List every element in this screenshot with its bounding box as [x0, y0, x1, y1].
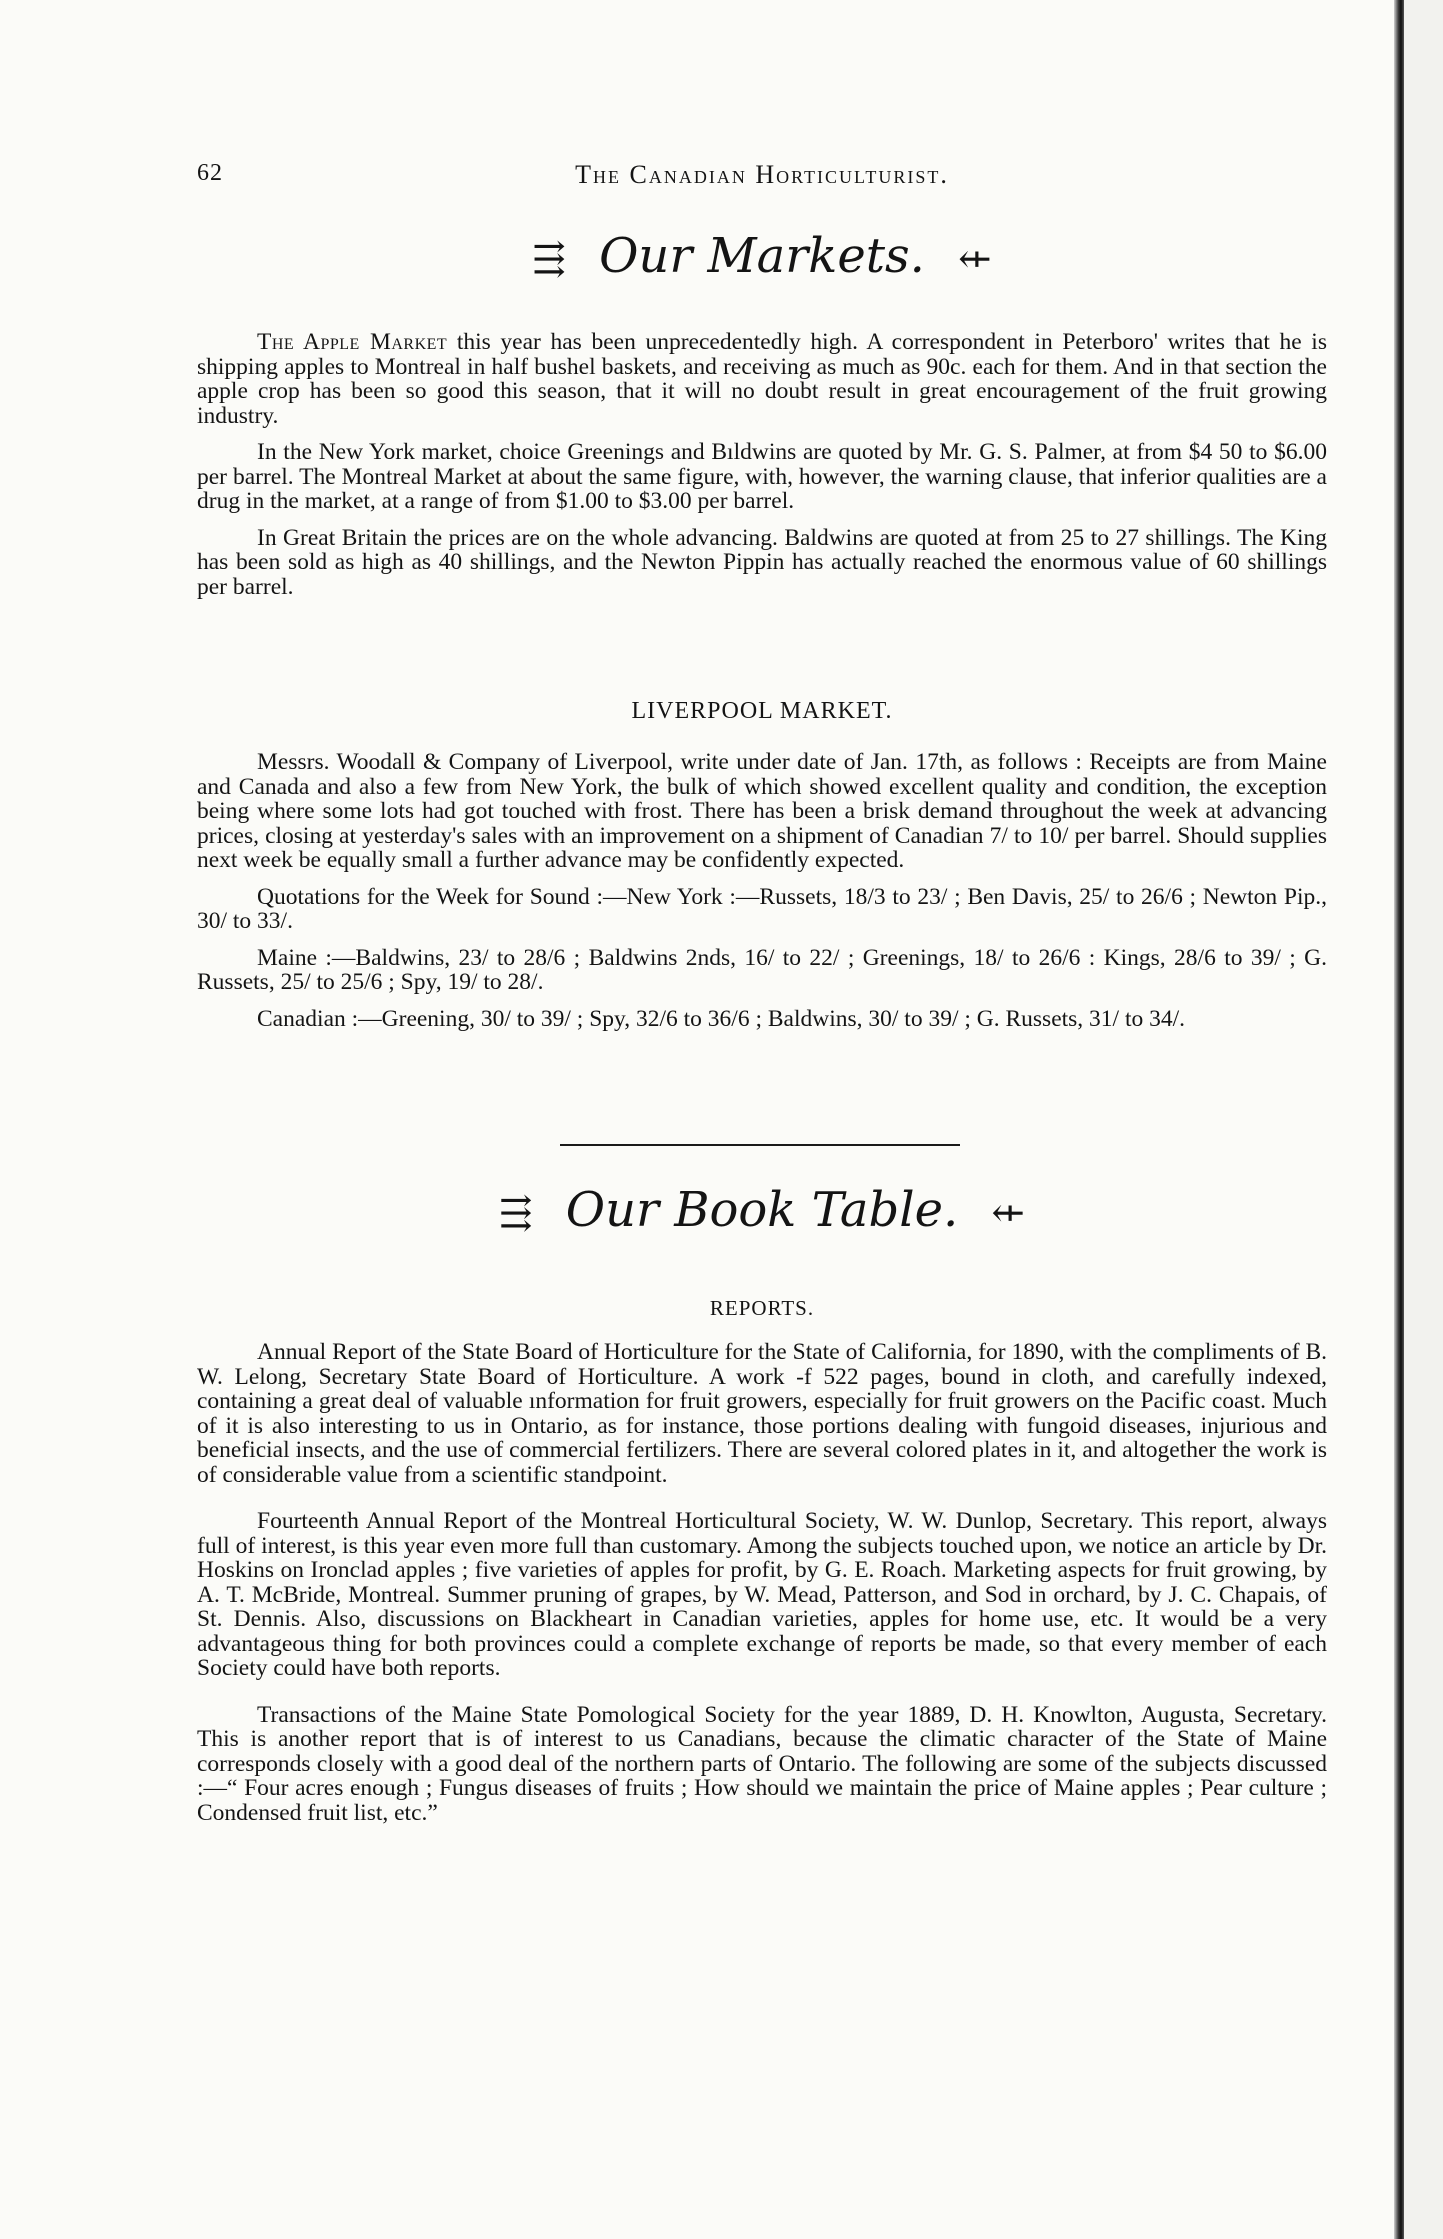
- liverpool-paragraph: Messrs. Woodall & Company of Liverpool, write under date of Jan. 17th, as follows : Receipts are from Maine and Canada and also a few from New York, the bulk of which showed excellent quality and condition, the exception being where some lots had got touched with frost. There has been a brisk demand throughout the week at advancing prices, closing at yesterday's sales with an improvement on a shipment of Canadian 7/ to 10/ per barrel. Should supplies next week be equally small a further advance may be confidently expected.: [197, 749, 1327, 873]
- report-paragraph: Annual Report of the State Board of Horticulture for the State of California, for 1890, with the compliments of B. W. Lelong, Secretary State Board of Horticulture. A work ‑f 522 pages, bound in cloth, and carefully indexed, containing a great deal of valuable ınformation for fruit growers, especially for fruit growers on the Pacific coast. Much of it is also interesting to us in Ontario, as for instance, those portions dealing with fungoid diseases, injurious and beneficial insects, and the use of commercial fertilizers. There are several colored plates in it, and altogether the work is of considerable value from a scientific standpoint.: [197, 1339, 1327, 1488]
- page-number: 62: [197, 160, 223, 186]
- page-margin-edge: [1404, 0, 1443, 2239]
- markets-heading-text: Our Markets.: [599, 228, 925, 284]
- running-head: [197, 160, 1327, 200]
- liverpool-paragraph: Maine :—Baldwins, 23/ to 28/6 ; Baldwins 2nds, 16/ to 22/ ; Greenings, 18/ to 26/6 : Kings, 28/6 to 39/ ; G. Russets, 25/ to 25/6 ; Spy, 19/ to 28/.: [197, 944, 1327, 995]
- book-table-heading: [197, 1182, 1327, 1238]
- markets-paragraph: In the New York market, choice Greenings and Bıldwins are quoted by Mr. G. S. Palmer, at from $4 50 to $6.00 per barrel. The Montreal Market at about the same figure, with, however, the warning clause, that inferior qualities are a drug in the market, at a range of from $1.00 to $3.00 per barrel.: [197, 439, 1327, 514]
- section-divider: [560, 1144, 960, 1146]
- liverpool-body: [197, 750, 1327, 1043]
- binding-spine: [1394, 0, 1404, 2239]
- liverpool-heading: LIVERPOOL MARKET.: [631, 698, 893, 724]
- ornament-right-icon: ⇷: [958, 236, 992, 282]
- reports-subheading: REPORTS.: [709, 1296, 815, 1320]
- report-paragraph: Fourteenth Annual Report of the Montreal Horticultural Society, W. W. Dunlop, Secretary. This report, always full of interest, is this year even more full than customary. Among the subjects touched upon, we notice an article by Dr. Hoskins on Ironclad apples ; five varieties of apples for profit, by G. E. Roach. Marketing aspects for fruit growing, by A. T. McBride, Montreal. Summer pruning of grapes, by W. Mead, Patterson, and Sod in orchard, by J. C. Chapais, of St. Dennis. Also, discussions on Blackheart in Canadian varieties, apples for home use, etc. It would be a very advantageous thing for both provinces could a complete exchange of reports be made, so that every member of each Society could have both reports.: [197, 1508, 1327, 1681]
- markets-paragraph: In Great Britain the prices are on the whole advancing. Baldwins are quoted at from 25 to 27 shillings. The King has been sold as high as 40 shillings, and the Newton Pippin has actually reached the enormous value of 60 shillings per barrel.: [197, 524, 1327, 600]
- markets-heading: [197, 228, 1327, 284]
- book-table-body: [197, 1340, 1327, 1837]
- ornament-left-icon: ⇶: [498, 1190, 533, 1236]
- ornament-left-icon: ⇶: [532, 236, 566, 282]
- ornament-right-icon: ⇷: [991, 1190, 1026, 1236]
- journal-title: The Canadian Horticulturist.: [575, 160, 949, 189]
- report-paragraph: Transactions of the Maine State Pomological Society for the year 1889, D. H. Knowlton, Augusta, Secretary. This is another report that is of interest to us Canadians, because the climatic character of the State of Maine corresponds closely with a good deal of the northern parts of Ontario. The following are some of the subjects discussed :—“ Four acres enough ; Fungus diseases of fruits ; How should we maintain the price of Maine apples ; Pear culture ; Condensed fruit list, etc.”: [197, 1701, 1327, 1826]
- apple-market-lead: The Apple Market: [257, 329, 448, 355]
- liverpool-paragraph: Quotations for the Week for Sound :—New York :—Russets, 18/3 to 23/ ; Ben Davis, 25/ to 26/6 ; Newton Pip., 30/ to 33/.: [197, 883, 1327, 934]
- liverpool-paragraph: Canadian :—Greening, 30/ to 39/ ; Spy, 32/6 to 36/6 ; Baldwins, 30/ to 39/ ; G. Russets, 31/ to 34/.: [257, 1005, 1186, 1032]
- markets-body: [197, 330, 1327, 611]
- markets-paragraph: The Apple Market this year has been unprecedentedly high. A correspondent in Peterboro' writes that he is shipping apples to Montreal in half bushel baskets, and receiving as much as 90c. each for them. And in that section the apple crop has been so good this season, that it will no doubt result in great encouragement of the fruit growing industry.: [197, 329, 1327, 429]
- book-table-heading-text: Our Book Table.: [565, 1182, 959, 1238]
